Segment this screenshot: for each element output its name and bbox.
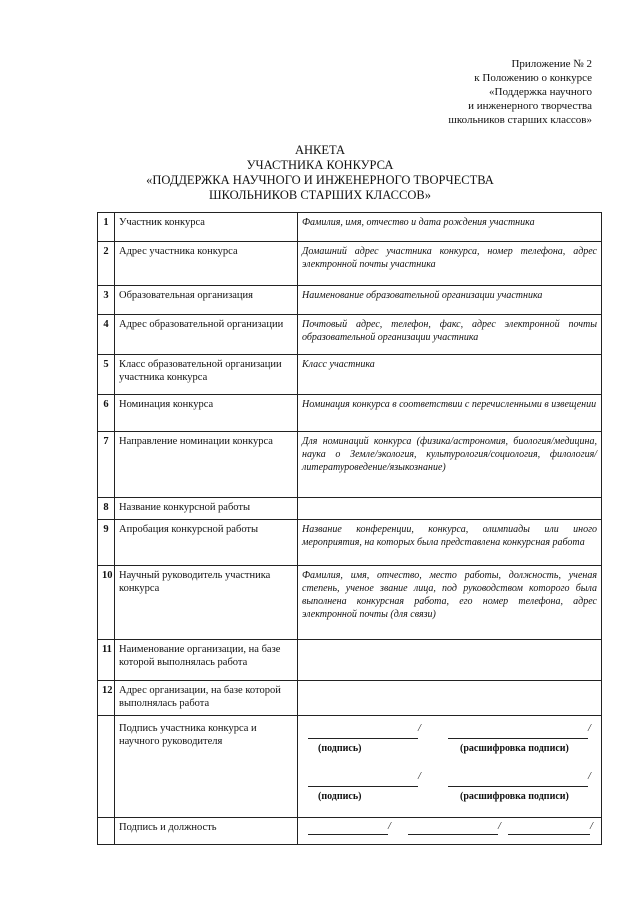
row-hint[interactable]: Фамилия, имя, отчество, место работы, должность, ученая степень, ученое звание лица, под руководством которого была выполнена конкурсная работа, его номер телефона, адрес электронной почты (для связи) [298, 566, 602, 640]
slash-mark: / [418, 771, 421, 782]
appendix-header [372, 57, 592, 127]
row-number: 5 [98, 355, 115, 395]
signature-label: Подпись участника конкурса и научного руководителя [115, 716, 298, 818]
row-label: Адрес организации, на базе которой выполнялась работа [115, 681, 298, 716]
row-number: 2 [98, 242, 115, 286]
title-line: ШКОЛЬНИКОВ СТАРШИХ КЛАССОВ» [209, 188, 431, 202]
decode-underline [508, 834, 590, 835]
row-hint[interactable]: Наименование образовательной организации участника [298, 286, 602, 315]
row-number: 9 [98, 520, 115, 566]
title-line: «ПОДДЕРЖКА НАУЧНОГО И ИНЖЕНЕРНОГО ТВОРЧЕСТВА [146, 173, 494, 187]
position-label: Подпись и должность [115, 818, 298, 845]
slash-mark: / [588, 723, 591, 734]
row-number: 11 [98, 640, 115, 681]
table-row [98, 355, 602, 395]
table-row [98, 242, 602, 286]
row-label: Направление номинации конкурса [115, 432, 298, 498]
slash-mark: / [590, 821, 593, 832]
row-number: 6 [98, 395, 115, 432]
row-label: Номинация конкурса [115, 395, 298, 432]
signature-underline [308, 786, 418, 787]
row-hint[interactable]: Почтовый адрес, телефон, факс, адрес электронной почты образовательной организации участника [298, 315, 602, 355]
decode-caption: (расшифровка подписи) [460, 743, 569, 754]
row-hint[interactable] [298, 681, 602, 716]
appendix-line: к Положению о конкурсе [474, 72, 592, 84]
row-hint[interactable]: Фамилия, имя, отчество и дата рождения участника [298, 213, 602, 242]
row-label: Участник конкурса [115, 213, 298, 242]
title-line: АНКЕТА [294, 143, 346, 157]
table-row [98, 520, 602, 566]
row-number: 4 [98, 315, 115, 355]
row-hint[interactable]: Номинация конкурса в соответствии с перечисленными в извещении [298, 395, 602, 432]
row-hint[interactable] [298, 498, 602, 520]
appendix-line: «Поддержка научного [489, 86, 592, 98]
row-hint[interactable]: Название конференции, конкурса, олимпиады или иного мероприятия, на которых была представлена конкурсная работа [298, 520, 602, 566]
table-row [98, 286, 602, 315]
row-number: 8 [98, 498, 115, 520]
title-line: УЧАСТНИКА КОНКУРСА [246, 158, 394, 172]
row-number: 10 [98, 566, 115, 640]
row-hint[interactable]: Для номинаций конкурса (физика/астрономия, биология/медицина, наука о Земле/экология, культурология/социология, филология/литературоведение/языкознание) [298, 432, 602, 498]
row-label: Адрес образовательной организации [115, 315, 298, 355]
signature-block [298, 716, 602, 818]
document-title [0, 143, 640, 203]
row-label: Адрес участника конкурса [115, 242, 298, 286]
row-hint[interactable] [298, 640, 602, 681]
table-row [98, 432, 602, 498]
row-label: Наименование организации, на базе которой выполнялась работа [115, 640, 298, 681]
position-underline [408, 834, 498, 835]
table-row [98, 395, 602, 432]
row-label: Научный руководитель участника конкурса [115, 566, 298, 640]
questionnaire-table [97, 212, 602, 845]
row-hint[interactable]: Домашний адрес участника конкурса, номер телефона, адрес электронной почты участника [298, 242, 602, 286]
signature-row [98, 716, 602, 818]
decode-caption: (расшифровка подписи) [460, 791, 569, 802]
table-row [98, 681, 602, 716]
signature-underline [308, 738, 418, 739]
signature-caption: (подпись) [318, 743, 362, 754]
position-row [98, 818, 602, 845]
table-row [98, 640, 602, 681]
table-row [98, 498, 602, 520]
row-label: Образовательная организация [115, 286, 298, 315]
row-label: Апробация конкурсной работы [115, 520, 298, 566]
row-number: 1 [98, 213, 115, 242]
signature-underline [308, 834, 388, 835]
participant-signature-line[interactable] [298, 716, 601, 756]
row-hint[interactable]: Класс участника [298, 355, 602, 395]
appendix-line: и инженерного творчества [468, 100, 592, 112]
row-label: Название конкурсной работы [115, 498, 298, 520]
row-number: 3 [98, 286, 115, 315]
decode-underline [448, 738, 588, 739]
table-row [98, 315, 602, 355]
appendix-line: школьников старших классов» [448, 114, 592, 126]
row-number-blank [98, 716, 115, 818]
appendix-line: Приложение № 2 [511, 58, 592, 70]
decode-underline [448, 786, 588, 787]
slash-mark: / [588, 771, 591, 782]
row-number: 7 [98, 432, 115, 498]
table-row [98, 566, 602, 640]
slash-mark: / [498, 821, 501, 832]
signature-caption: (подпись) [318, 791, 362, 802]
supervisor-signature-line[interactable] [298, 764, 601, 804]
position-signature[interactable] [298, 818, 602, 845]
row-label: Класс образовательной организации участника конкурса [115, 355, 298, 395]
table-row [98, 213, 602, 242]
row-number-blank [98, 818, 115, 845]
row-number: 12 [98, 681, 115, 716]
slash-mark: / [418, 723, 421, 734]
slash-mark: / [388, 821, 391, 832]
